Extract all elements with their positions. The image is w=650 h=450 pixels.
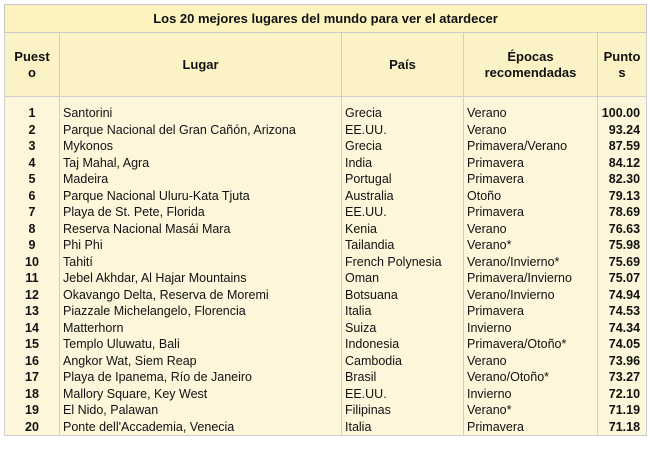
country-cell: Filipinas [342, 402, 464, 419]
place-cell: Playa de Ipanema, Río de Janeiro [60, 369, 342, 386]
country-cell: Italia [342, 419, 464, 436]
rank-cell: 17 [5, 369, 60, 386]
header-points [598, 33, 647, 97]
table-row [5, 122, 647, 139]
points-cell: 73.96 [598, 353, 647, 370]
table-row [5, 138, 647, 155]
rank-cell: 5 [5, 171, 60, 188]
place-cell: Okavango Delta, Reserva de Moremi [60, 287, 342, 304]
points-cell: 72.10 [598, 386, 647, 403]
points-cell: 93.24 [598, 122, 647, 139]
season-cell: Verano* [464, 237, 598, 254]
table-row [5, 237, 647, 254]
place-cell: Tahití [60, 254, 342, 271]
header-rank-line1: Puest [14, 48, 50, 64]
season-cell: Primavera/Invierno [464, 270, 598, 287]
country-cell: French Polynesia [342, 254, 464, 271]
place-cell: Parque Nacional del Gran Cañón, Arizona [60, 122, 342, 139]
header-rank-line2: o [28, 64, 36, 80]
country-cell: Suiza [342, 320, 464, 337]
season-cell: Otoño [464, 188, 598, 205]
place-cell: Ponte dell'Accademia, Venecia [60, 419, 342, 436]
place-cell: Matterhorn [60, 320, 342, 337]
rank-cell: 16 [5, 353, 60, 370]
table-row [5, 188, 647, 205]
points-cell: 76.63 [598, 221, 647, 238]
points-cell: 74.94 [598, 287, 647, 304]
table-row [5, 303, 647, 320]
points-cell: 71.18 [598, 419, 647, 436]
season-cell: Primavera [464, 204, 598, 221]
table-row [5, 386, 647, 403]
season-cell: Verano/Invierno* [464, 254, 598, 271]
table-row [5, 336, 647, 353]
place-cell: Santorini [60, 105, 342, 122]
place-cell: Piazzale Michelangelo, Florencia [60, 303, 342, 320]
table-spacer-row [5, 97, 647, 106]
season-cell: Primavera [464, 419, 598, 436]
rank-cell: 3 [5, 138, 60, 155]
season-cell: Verano* [464, 402, 598, 419]
points-cell: 74.34 [598, 320, 647, 337]
points-cell: 100.00 [598, 105, 647, 122]
table-row [5, 155, 647, 172]
country-cell: Oman [342, 270, 464, 287]
points-cell: 75.69 [598, 254, 647, 271]
points-cell: 82.30 [598, 171, 647, 188]
table-row [5, 171, 647, 188]
points-cell: 87.59 [598, 138, 647, 155]
season-cell: Verano [464, 122, 598, 139]
place-cell: Phi Phi [60, 237, 342, 254]
rank-cell: 12 [5, 287, 60, 304]
country-cell: Italia [342, 303, 464, 320]
rank-cell: 1 [5, 105, 60, 122]
place-cell: Taj Mahal, Agra [60, 155, 342, 172]
header-points-line2: s [618, 64, 626, 80]
place-cell: Jebel Akhdar, Al Hajar Mountains [60, 270, 342, 287]
season-cell: Invierno [464, 386, 598, 403]
rank-cell: 11 [5, 270, 60, 287]
country-cell: Brasil [342, 369, 464, 386]
sunset-ranking-table-container [4, 4, 646, 436]
place-cell: Madeira [60, 171, 342, 188]
season-cell: Invierno [464, 320, 598, 337]
country-cell: India [342, 155, 464, 172]
season-cell: Verano/Invierno [464, 287, 598, 304]
country-cell: EE.UU. [342, 122, 464, 139]
country-cell: Tailandia [342, 237, 464, 254]
country-cell: Botsuana [342, 287, 464, 304]
place-cell: Mallory Square, Key West [60, 386, 342, 403]
rank-cell: 15 [5, 336, 60, 353]
season-cell: Verano [464, 221, 598, 238]
points-cell: 75.07 [598, 270, 647, 287]
season-cell: Primavera/Otoño* [464, 336, 598, 353]
table-row [5, 204, 647, 221]
rank-cell: 2 [5, 122, 60, 139]
country-cell: Australia [342, 188, 464, 205]
season-cell: Primavera [464, 155, 598, 172]
points-cell: 75.98 [598, 237, 647, 254]
rank-cell: 20 [5, 419, 60, 436]
table-title: Los 20 mejores lugares del mundo para ver el atardecer [5, 5, 647, 33]
header-season-line2: recomendadas [484, 64, 577, 80]
rank-cell: 7 [5, 204, 60, 221]
country-cell: Grecia [342, 105, 464, 122]
points-cell: 73.27 [598, 369, 647, 386]
place-cell: Parque Nacional Uluru-Kata Tjuta [60, 188, 342, 205]
country-cell: EE.UU. [342, 386, 464, 403]
header-points-line1: Punto [603, 48, 641, 64]
rank-cell: 10 [5, 254, 60, 271]
place-cell: Reserva Nacional Masái Mara [60, 221, 342, 238]
rank-cell: 4 [5, 155, 60, 172]
rank-cell: 8 [5, 221, 60, 238]
country-cell: Cambodia [342, 353, 464, 370]
table-row [5, 221, 647, 238]
country-cell: Grecia [342, 138, 464, 155]
header-country: País [342, 33, 464, 97]
table-row [5, 287, 647, 304]
place-cell: Angkor Wat, Siem Reap [60, 353, 342, 370]
rank-cell: 13 [5, 303, 60, 320]
country-cell: Kenia [342, 221, 464, 238]
table-row [5, 270, 647, 287]
country-cell: Indonesia [342, 336, 464, 353]
rank-cell: 18 [5, 386, 60, 403]
season-cell: Verano [464, 353, 598, 370]
place-cell: El Nido, Palawan [60, 402, 342, 419]
points-cell: 79.13 [598, 188, 647, 205]
country-cell: Portugal [342, 171, 464, 188]
header-rank [5, 33, 60, 97]
rank-cell: 9 [5, 237, 60, 254]
country-cell: EE.UU. [342, 204, 464, 221]
season-cell: Verano [464, 105, 598, 122]
table-row [5, 353, 647, 370]
header-place: Lugar [60, 33, 342, 97]
place-cell: Mykonos [60, 138, 342, 155]
season-cell: Primavera [464, 303, 598, 320]
table-row [5, 254, 647, 271]
sunset-ranking-table [4, 4, 647, 436]
place-cell: Playa de St. Pete, Florida [60, 204, 342, 221]
table-row [5, 105, 647, 122]
points-cell: 71.19 [598, 402, 647, 419]
points-cell: 84.12 [598, 155, 647, 172]
rank-cell: 14 [5, 320, 60, 337]
points-cell: 78.69 [598, 204, 647, 221]
table-row [5, 369, 647, 386]
table-row [5, 419, 647, 436]
rank-cell: 6 [5, 188, 60, 205]
place-cell: Templo Uluwatu, Bali [60, 336, 342, 353]
season-cell: Primavera [464, 171, 598, 188]
table-body [5, 97, 647, 436]
header-season [464, 33, 598, 97]
table-row [5, 402, 647, 419]
points-cell: 74.53 [598, 303, 647, 320]
season-cell: Verano/Otoño* [464, 369, 598, 386]
points-cell: 74.05 [598, 336, 647, 353]
season-cell: Primavera/Verano [464, 138, 598, 155]
rank-cell: 19 [5, 402, 60, 419]
table-row [5, 320, 647, 337]
header-season-line1: Épocas [507, 48, 554, 64]
